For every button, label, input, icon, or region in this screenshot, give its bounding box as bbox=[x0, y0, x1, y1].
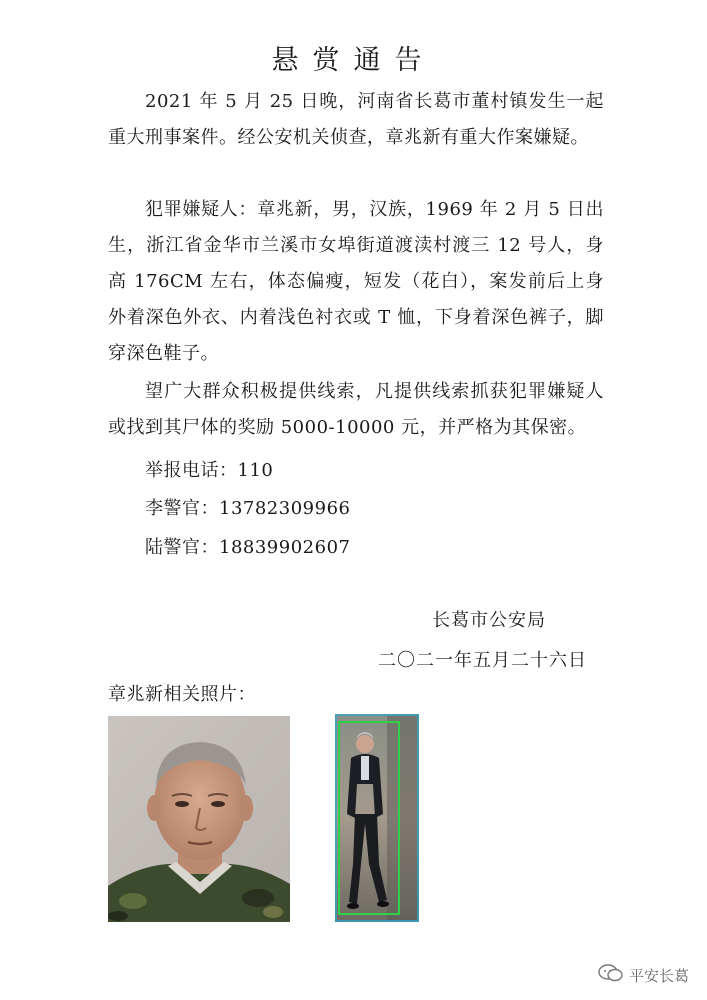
hotline: 举报电话：110 bbox=[145, 460, 274, 481]
officer-lu-phone: 陆警官：18839902607 bbox=[145, 537, 351, 558]
paragraph-suspect: 犯罪嫌疑人：章兆新，男，汉族，1969 年 2 月 5 日出生，浙江省金华市兰溪市女埠街道渡渎村渡三 12 号人，身高 176CM 左右，体态偏瘦，短发（花白），案发前后上身外着深色外衣、内着浅色衬衣或 T 恤，下身着深色裤子，脚穿深色鞋子。 bbox=[108, 199, 604, 364]
suspect-portrait-photo bbox=[108, 716, 290, 922]
officer-li-phone: 李警官：13782309966 bbox=[145, 498, 351, 519]
photos-caption: 章兆新相关照片： bbox=[108, 684, 256, 705]
paragraph-reward: 望广大群众积极提供线索，凡提供线索抓获犯罪嫌疑人或找到其尸体的奖励 5000-10000 元，并严格为其保密。 bbox=[108, 381, 604, 438]
wechat-icon bbox=[598, 964, 624, 986]
issuer: 长葛市公安局 bbox=[432, 610, 546, 631]
account-watermark bbox=[598, 964, 689, 986]
watermark-text: 平安长葛 bbox=[628, 966, 689, 985]
suspect-surveillance-photo bbox=[335, 714, 419, 922]
notice-title: 悬赏通告 bbox=[271, 45, 436, 76]
paragraph-case: 2021 年 5 月 25 日晚，河南省长葛市董村镇发生一起重大刑事案件。经公安机关侦查，章兆新有重大作案嫌疑。 bbox=[108, 91, 604, 148]
issue-date: 二〇二一年五月二十六日 bbox=[378, 650, 587, 671]
